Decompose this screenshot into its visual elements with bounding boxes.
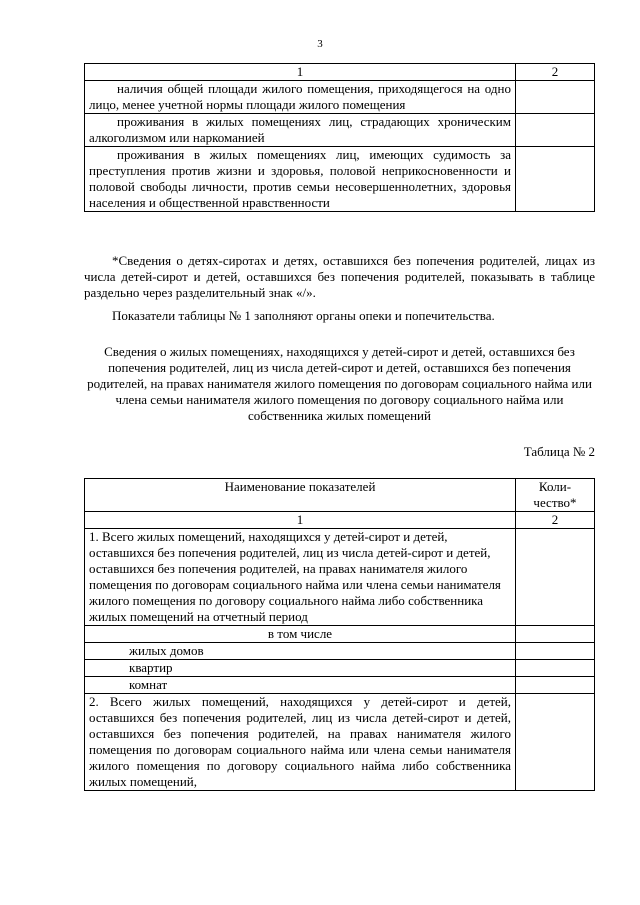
table-1-continuation [84,63,595,212]
table-row [85,626,595,643]
table-row [85,147,595,212]
table-row [85,529,595,626]
row-value [516,114,595,147]
row-text: проживания в жилых помещениях лиц, страдающих хроническим алкоголизмом или наркоманией [85,114,516,147]
table-2 [84,478,595,791]
table-1-note: Показатели таблицы № 1 заполняют органы опеки и попечительства. [112,308,495,323]
row-value [516,147,595,212]
row-value [516,677,595,694]
sub-row-apartments: квартир [85,660,516,677]
table-header-row [85,64,595,81]
sub-row-rooms: комнат [85,677,516,694]
table-row [85,643,595,660]
sub-row-houses: жилых домов [85,643,516,660]
row-text: наличия общей площади жилого помещения, приходящегося на одно лицо, менее учетной нормы площади жилого помещения [85,81,516,114]
row-value [516,643,595,660]
column-number-2: 2 [516,64,595,81]
row-value [516,529,595,626]
including-label: в том числе [85,626,516,643]
column-header-indicators: Наименование показателей [85,479,516,512]
footnote: *Сведения о детях-сиротах и детях, оставшихся без попечения родителей, лицах из числа детей-сирот и детей, оставшихся без попечения родителей, показывать в таблице раздельно через разделительный знак «/». [84,253,595,300]
row-text: 2. Всего жилых помещений, находящихся у детей-сирот и детей, оставшихся без попечения родителей, лиц из числа детей-сирот и детей, оставшихся без попечения родителей, на правах нанимателя жилого помещения по договорам социального найма или члена семьи нанимателя жилого помещения по договору социального найма либо собственника жилых помещений, [85,694,516,791]
row-text: 1. Всего жилых помещений, находящихся у детей-сирот и детей, оставшихся без попечения родителей, лиц из числа детей-сирот и детей, оставшихся без попечения родителей, на правах нанимателя жилого помещения по договорам социального найма или члена семьи нанимателя жилого помещения по договору социального найма либо собственника жилых помещений на отчетный период [85,529,516,626]
column-number-2: 2 [516,512,595,529]
table-row [85,114,595,147]
table-row [85,81,595,114]
column-number-1: 1 [85,64,516,81]
table-header-row [85,479,595,512]
page-number: 3 [317,38,323,50]
table-2-label: Таблица № 2 [523,444,595,459]
row-value [516,81,595,114]
column-header-quantity: Коли-чество* [516,479,595,512]
table-row [85,660,595,677]
column-number-1: 1 [85,512,516,529]
row-value [516,660,595,677]
row-text: проживания в жилых помещениях лиц, имеющих судимость за преступления против жизни и здоровья, половой неприкосновенности и половой свободы личности, против семьи несовершеннолетних, здоровья населения и общественной нравственности [85,147,516,212]
table-row [85,694,595,791]
section-title: Сведения о жилых помещениях, находящихся у детей-сирот и детей, оставшихся без попечения родителей, лиц из числа детей-сирот и детей, оставшихся без попечения родителей, на правах нанимателя жилого помещения по договорам социального найма или члена семьи нанимателя жилого помещения по договору социального найма или собственника жилых помещений [87,344,592,423]
row-value [516,626,595,643]
row-value [516,694,595,791]
table-row [85,677,595,694]
column-number-row [85,512,595,529]
